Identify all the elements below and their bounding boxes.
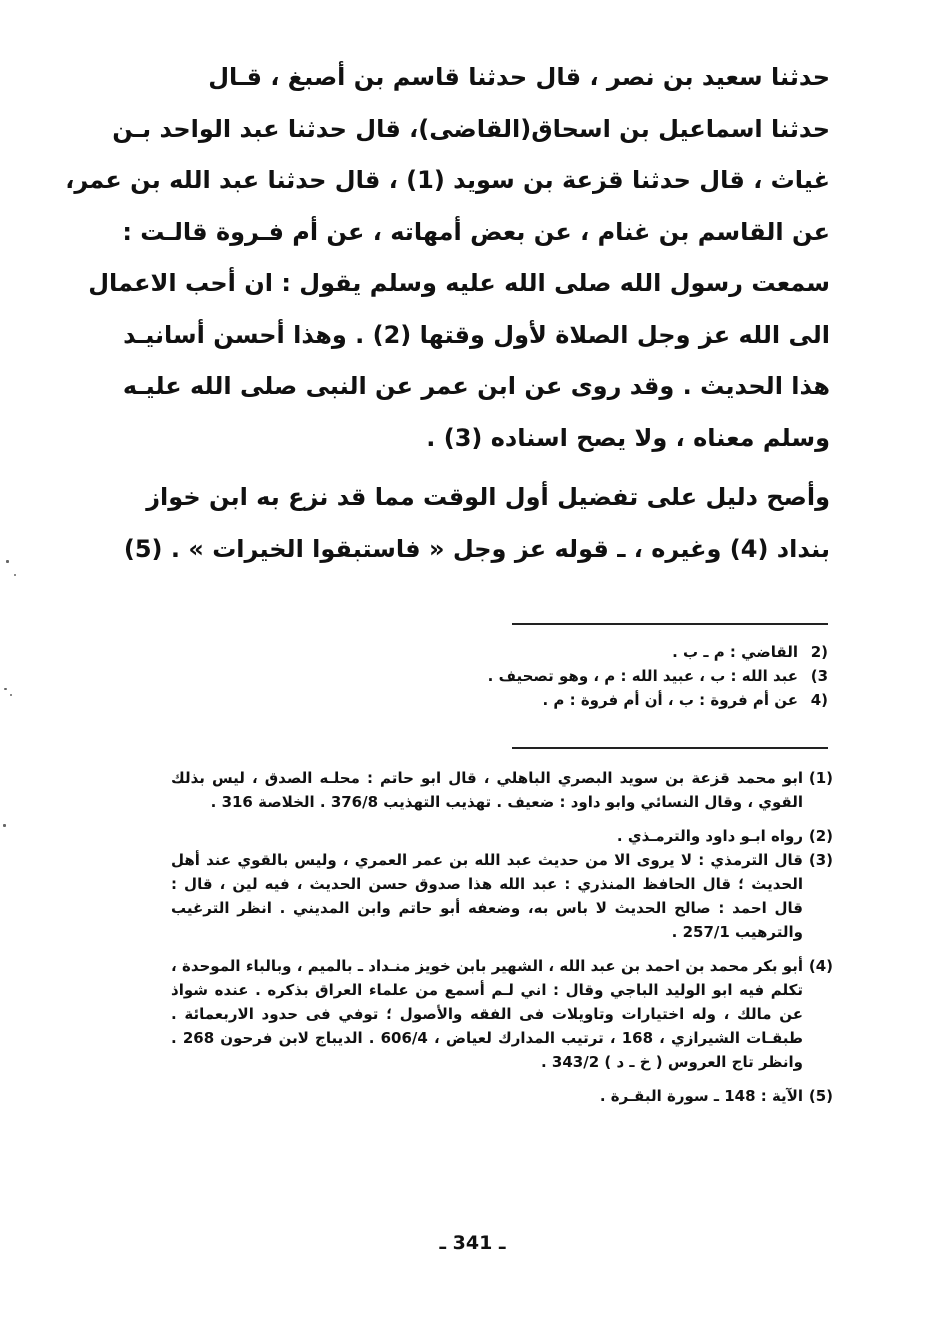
scan-speck bbox=[6, 560, 9, 563]
footnote-number: (4) bbox=[808, 957, 833, 975]
footnote-number: (5) bbox=[808, 1087, 833, 1105]
note-text: عبد الله : ب ، عبيد الله : م ، وهو تصحيف . bbox=[487, 667, 798, 685]
text-line: وسلم معناه ، ولا يصح اسناده (3) . bbox=[426, 423, 830, 452]
footnote-text: أبو بكر محمد بن احمد بن عبد الله ، الشهير بابن خويز منـداد ـ بالميم ، وبالباء الموحدة ، تكلم فيه ابو الوليد الباجي وقال : اني لـم أسمع من علماء العراق بذكره . عنده شواذ عن مالك ، وله اختيارات وتاويلات فى الفقه والأصول ؛ توفي فى حدود الاربعمائة . طبقـات الشيرازي ، 168 ، ترتيب المدارك لعياض ، 606/4 . الديباج لابن فرحون 268 . وانظر تاج العروس ( خ ـ د ) 343/2 . bbox=[171, 957, 804, 1071]
variants-divider bbox=[512, 623, 828, 625]
text-line: حدثنا اسماعيل بن اسحاق(القاضى)، قال حدثنا عبد الواحد بـن bbox=[112, 114, 830, 143]
note-text: عن أم فروة : ب ، أن أم فروة : م . bbox=[542, 691, 798, 709]
scan-speck bbox=[4, 688, 7, 690]
text-line: هذا الحديث . وقد روى عن ابن عمر عن النبى صلى الله عليـه bbox=[122, 372, 830, 400]
footnote-text: رواه ابـو داود والترمـذي . bbox=[616, 827, 803, 845]
footnote-text: ابو محمد قزعة بن سويد البصري الباهلي ، قال ابو حاتم : محلـه الصدق ، ليس بذلك القوي ، وقال النسائي وابو داود : ضعيف . تهذيب التهذيب 376/8 . الخلاصة 316 . bbox=[171, 769, 803, 811]
footnote bbox=[171, 766, 833, 814]
note-text: القاضي : م ـ ب . bbox=[672, 643, 798, 661]
scan-speck bbox=[14, 574, 16, 576]
footnote-number: (2) bbox=[808, 827, 833, 845]
text-line: وأصح دليل على تفضيل أول الوقت مما قد نزع به ابن خواز bbox=[146, 483, 830, 511]
footnote-number: (1) bbox=[808, 769, 833, 787]
footnotes-divider bbox=[512, 747, 828, 749]
main-paragraph-2 bbox=[123, 472, 830, 575]
note-number: (4 bbox=[810, 691, 828, 709]
main-paragraph-1 bbox=[65, 52, 830, 464]
text-line: سمعت رسول الله صلى الله عليه وسلم يقول : ان أحب الاعمال bbox=[88, 269, 830, 297]
footnote bbox=[171, 848, 833, 944]
text-line: عن القاسم بن غنام ، عن بعض أمهاته ، عن أم فـروة قالـت : bbox=[122, 217, 830, 246]
page-number: ـ 341 ـ bbox=[439, 1232, 506, 1254]
footnote-number: (3) bbox=[808, 851, 833, 869]
variant-note bbox=[358, 640, 828, 664]
footnote bbox=[171, 1084, 833, 1108]
scan-speck bbox=[3, 824, 6, 827]
text-line: حدثنا سعيد بن نصر ، قال حدثنا قاسم بن أصبغ ، قـال bbox=[208, 63, 830, 91]
footnote-text: الآية : 148 ـ سورة البقـرة . bbox=[599, 1087, 803, 1105]
text-line: الى الله عز وجل الصلاة لأول وقتها (2) . وهذا أحسن أسانيـد bbox=[123, 320, 830, 349]
note-number: 3) bbox=[810, 667, 828, 685]
footnotes bbox=[171, 766, 833, 1118]
variant-note bbox=[358, 688, 828, 712]
footnote bbox=[171, 954, 833, 1074]
footnote bbox=[171, 824, 833, 848]
footnote-text: قال الترمذي : لا يروى الا من حديث عبد الله بن عمر العمري ، وليس بالقوي عند أهل الحديث ؛ قال الحافظ المنذري : عبد الله هذا صدوق حسن الحديث ، فيه لين ، قال : قال احمد : صالح الحديث لا باس به، وضعفه أبو حاتم وابن المديني . انظر الترغيب والترهيب 257/1 . bbox=[171, 851, 803, 941]
note-number: (2 bbox=[810, 643, 828, 661]
text-line: غياث ، قال حدثنا قزعة بن سويد (1) ، قال حدثنا عبد الله بن عمر، bbox=[65, 166, 830, 194]
scan-speck bbox=[10, 694, 12, 696]
variant-note bbox=[358, 664, 828, 688]
variant-readings bbox=[358, 640, 828, 712]
text-line: بنداد (4) وغيره ، ـ قوله عز وجل « فاستبقوا الخيرات » . (5) bbox=[123, 534, 830, 563]
